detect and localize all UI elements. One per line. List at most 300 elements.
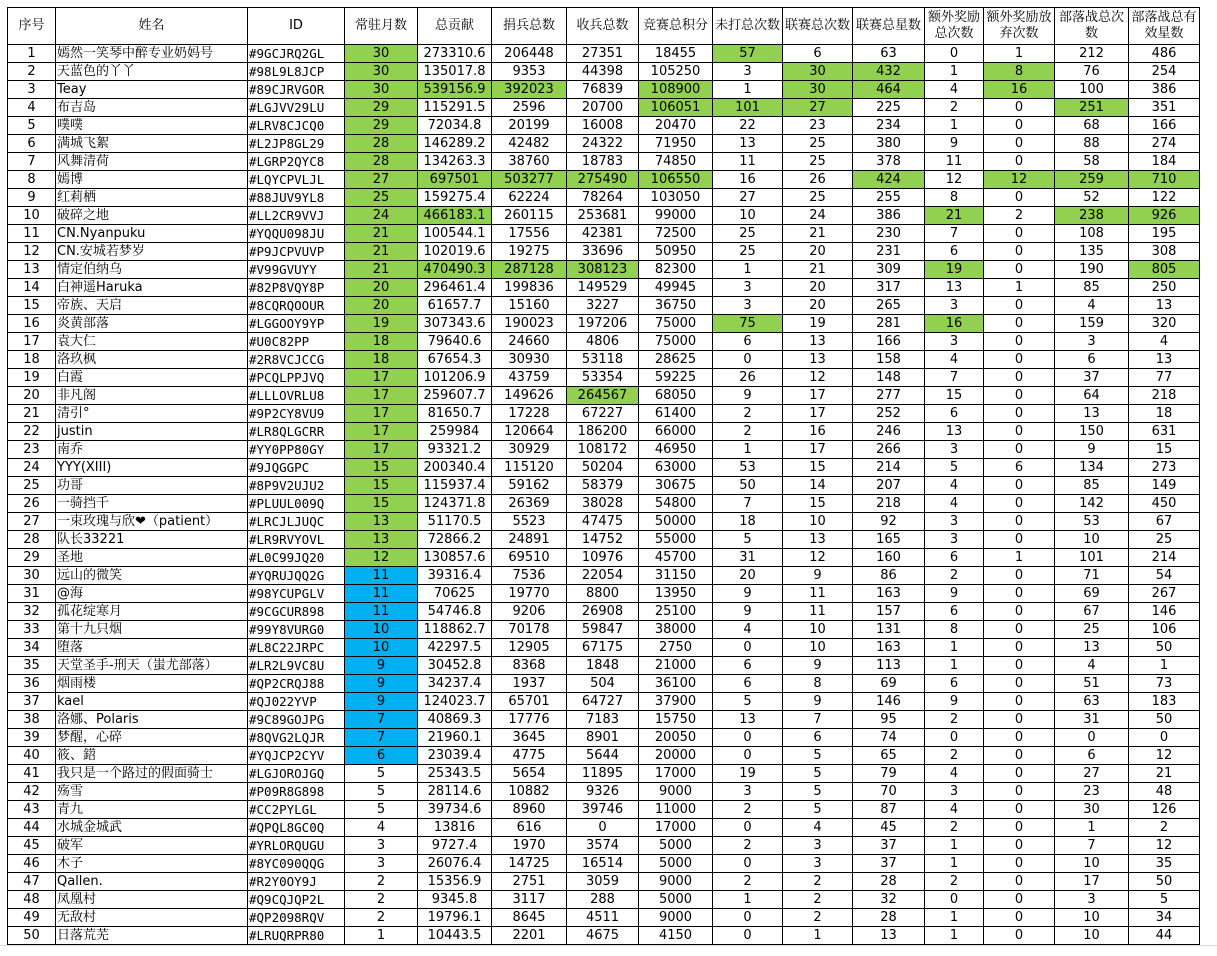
- table-cell[interactable]: 18455: [639, 45, 713, 63]
- table-cell[interactable]: 19: [713, 765, 783, 783]
- table-cell[interactable]: #YY0PP80GY: [248, 441, 345, 459]
- table-cell[interactable]: 21: [925, 207, 984, 225]
- table-cell[interactable]: 19: [345, 315, 418, 333]
- table-cell[interactable]: 148: [853, 369, 925, 387]
- table-cell[interactable]: 7536: [492, 567, 567, 585]
- column-header[interactable]: ID: [248, 8, 345, 45]
- table-cell[interactable]: 9: [1055, 441, 1129, 459]
- table-cell[interactable]: 7: [8, 153, 56, 171]
- table-cell[interactable]: 噗噗: [56, 117, 248, 135]
- table-cell[interactable]: 4: [925, 495, 984, 513]
- table-cell[interactable]: 351: [1129, 99, 1200, 117]
- table-cell[interactable]: 19770: [492, 585, 567, 603]
- table-cell[interactable]: 142: [1055, 495, 1129, 513]
- table-cell[interactable]: 27: [783, 99, 853, 117]
- table-cell[interactable]: 11: [783, 603, 853, 621]
- table-cell[interactable]: 2: [345, 873, 418, 891]
- table-cell[interactable]: 10: [345, 621, 418, 639]
- table-cell[interactable]: 20199: [492, 117, 567, 135]
- table-cell[interactable]: 48: [1129, 783, 1200, 801]
- table-cell[interactable]: 9353: [492, 63, 567, 81]
- table-cell[interactable]: 21: [783, 225, 853, 243]
- table-cell[interactable]: 0: [984, 333, 1055, 351]
- table-cell[interactable]: 15: [783, 459, 853, 477]
- table-cell[interactable]: 149626: [492, 387, 567, 405]
- table-cell[interactable]: 10: [783, 513, 853, 531]
- table-cell[interactable]: 9: [713, 603, 783, 621]
- table-cell[interactable]: #U0C82PP: [248, 333, 345, 351]
- table-cell[interactable]: 殇雪: [56, 783, 248, 801]
- table-cell[interactable]: 55000: [639, 531, 713, 549]
- column-header[interactable]: 序号: [8, 8, 56, 45]
- table-cell[interactable]: #8P9V2UJU2: [248, 477, 345, 495]
- table-cell[interactable]: 15: [345, 477, 418, 495]
- table-cell[interactable]: 54746.8: [418, 603, 492, 621]
- table-cell[interactable]: 7183: [567, 711, 639, 729]
- table-cell[interactable]: 150: [1055, 423, 1129, 441]
- table-cell[interactable]: 3: [925, 531, 984, 549]
- table-cell[interactable]: 53118: [567, 351, 639, 369]
- table-cell[interactable]: 0: [713, 927, 783, 945]
- table-cell[interactable]: 11: [713, 153, 783, 171]
- table-cell[interactable]: 503277: [492, 171, 567, 189]
- table-cell[interactable]: 0: [925, 45, 984, 63]
- table-cell[interactable]: 22054: [567, 567, 639, 585]
- table-cell[interactable]: 163: [853, 585, 925, 603]
- table-cell[interactable]: 3: [713, 279, 783, 297]
- table-cell[interactable]: 木子: [56, 855, 248, 873]
- table-cell[interactable]: 10: [783, 639, 853, 657]
- table-cell[interactable]: 0: [713, 855, 783, 873]
- table-cell[interactable]: 74850: [639, 153, 713, 171]
- table-cell[interactable]: 0: [984, 801, 1055, 819]
- table-cell[interactable]: 9000: [639, 783, 713, 801]
- table-cell[interactable]: 28: [345, 135, 418, 153]
- table-cell[interactable]: 26369: [492, 495, 567, 513]
- table-cell[interactable]: 108900: [639, 81, 713, 99]
- table-cell[interactable]: #LRV8CJCQ0: [248, 117, 345, 135]
- table-cell[interactable]: #9CGCUR898: [248, 603, 345, 621]
- table-cell[interactable]: 11000: [639, 801, 713, 819]
- table-cell[interactable]: 206448: [492, 45, 567, 63]
- table-cell[interactable]: 3227: [567, 297, 639, 315]
- table-cell[interactable]: 2: [713, 873, 783, 891]
- table-cell[interactable]: 199836: [492, 279, 567, 297]
- table-cell[interactable]: 122: [1129, 189, 1200, 207]
- table-cell[interactable]: 0: [984, 387, 1055, 405]
- table-cell[interactable]: 18: [345, 333, 418, 351]
- table-cell[interactable]: 5: [783, 765, 853, 783]
- table-cell[interactable]: 6: [925, 603, 984, 621]
- table-cell[interactable]: 259607.7: [418, 387, 492, 405]
- table-cell[interactable]: 1937: [492, 675, 567, 693]
- table-cell[interactable]: 218: [853, 495, 925, 513]
- table-cell[interactable]: 74: [853, 729, 925, 747]
- table-cell[interactable]: 25100: [639, 603, 713, 621]
- table-cell[interactable]: 103050: [639, 189, 713, 207]
- table-cell[interactable]: #LL2CR9VVJ: [248, 207, 345, 225]
- table-cell[interactable]: 13: [925, 279, 984, 297]
- table-cell[interactable]: 1: [925, 837, 984, 855]
- table-cell[interactable]: 53: [713, 459, 783, 477]
- table-cell[interactable]: 23: [8, 441, 56, 459]
- table-cell[interactable]: 105250: [639, 63, 713, 81]
- table-cell[interactable]: 28114.6: [418, 783, 492, 801]
- table-cell[interactable]: 135017.8: [418, 63, 492, 81]
- column-header[interactable]: 联赛总星数: [853, 8, 925, 45]
- table-cell[interactable]: 0: [713, 747, 783, 765]
- table-cell[interactable]: 7: [925, 369, 984, 387]
- table-cell[interactable]: 10: [1055, 531, 1129, 549]
- table-cell[interactable]: 5: [713, 531, 783, 549]
- table-cell[interactable]: 0: [984, 621, 1055, 639]
- table-cell[interactable]: 20: [345, 297, 418, 315]
- table-cell[interactable]: 113: [853, 657, 925, 675]
- table-cell[interactable]: 6: [713, 657, 783, 675]
- table-cell[interactable]: 320: [1129, 315, 1200, 333]
- table-cell[interactable]: 134: [1055, 459, 1129, 477]
- table-cell[interactable]: 26: [8, 495, 56, 513]
- table-cell[interactable]: 19: [8, 369, 56, 387]
- table-cell[interactable]: kael: [56, 693, 248, 711]
- table-cell[interactable]: 380: [853, 135, 925, 153]
- table-cell[interactable]: 34237.4: [418, 675, 492, 693]
- table-cell[interactable]: 296461.4: [418, 279, 492, 297]
- table-cell[interactable]: 帝族、天启: [56, 297, 248, 315]
- table-cell[interactable]: 67: [1055, 603, 1129, 621]
- table-cell[interactable]: 51: [1055, 675, 1129, 693]
- table-cell[interactable]: 19: [925, 261, 984, 279]
- table-cell[interactable]: 烟雨楼: [56, 675, 248, 693]
- table-cell[interactable]: 2750: [639, 639, 713, 657]
- table-cell[interactable]: 46950: [639, 441, 713, 459]
- table-cell[interactable]: 259: [1055, 171, 1129, 189]
- table-cell[interactable]: 0: [713, 909, 783, 927]
- table-cell[interactable]: 51170.5: [418, 513, 492, 531]
- table-cell[interactable]: 3: [925, 333, 984, 351]
- table-cell[interactable]: 87: [853, 801, 925, 819]
- table-cell[interactable]: 70625: [418, 585, 492, 603]
- table-cell[interactable]: 0: [713, 819, 783, 837]
- table-cell[interactable]: 70: [853, 783, 925, 801]
- table-cell[interactable]: 67175: [567, 639, 639, 657]
- table-cell[interactable]: 0: [984, 297, 1055, 315]
- table-cell[interactable]: 一束玫瑰与欣❤（patient）: [56, 513, 248, 531]
- table-cell[interactable]: 25: [345, 189, 418, 207]
- table-cell[interactable]: 4: [1055, 657, 1129, 675]
- table-cell[interactable]: 23039.4: [418, 747, 492, 765]
- table-cell[interactable]: 131: [853, 621, 925, 639]
- table-cell[interactable]: 40: [8, 747, 56, 765]
- table-cell[interactable]: 5: [345, 765, 418, 783]
- table-cell[interactable]: 57: [713, 45, 783, 63]
- table-cell[interactable]: Teay: [56, 81, 248, 99]
- table-cell[interactable]: 28625: [639, 351, 713, 369]
- table-cell[interactable]: 0: [925, 729, 984, 747]
- table-cell[interactable]: 50: [1129, 873, 1200, 891]
- table-cell[interactable]: 4: [783, 819, 853, 837]
- table-cell[interactable]: 67654.3: [418, 351, 492, 369]
- table-cell[interactable]: 7: [925, 225, 984, 243]
- table-cell[interactable]: 67227: [567, 405, 639, 423]
- table-cell[interactable]: 25: [783, 153, 853, 171]
- table-cell[interactable]: #Q9CQJQP2L: [248, 891, 345, 909]
- table-cell[interactable]: 3: [713, 783, 783, 801]
- table-cell[interactable]: 风舞清荷: [56, 153, 248, 171]
- table-cell[interactable]: 袁大仁: [56, 333, 248, 351]
- table-cell[interactable]: 2: [345, 909, 418, 927]
- table-cell[interactable]: 58: [1055, 153, 1129, 171]
- table-cell[interactable]: 218: [1129, 387, 1200, 405]
- table-cell[interactable]: 嫣博: [56, 171, 248, 189]
- table-cell[interactable]: 13: [1129, 297, 1200, 315]
- table-cell[interactable]: 101: [1055, 549, 1129, 567]
- table-cell[interactable]: 20000: [639, 747, 713, 765]
- table-cell[interactable]: 130857.6: [418, 549, 492, 567]
- table-cell[interactable]: 4: [925, 765, 984, 783]
- table-cell[interactable]: 13: [925, 423, 984, 441]
- table-cell[interactable]: 11: [925, 153, 984, 171]
- table-cell[interactable]: 5: [783, 747, 853, 765]
- table-cell[interactable]: 25: [783, 135, 853, 153]
- table-cell[interactable]: 5000: [639, 837, 713, 855]
- table-cell[interactable]: 35: [8, 657, 56, 675]
- table-cell[interactable]: 50950: [639, 243, 713, 261]
- table-cell[interactable]: 17: [345, 387, 418, 405]
- table-cell[interactable]: 195: [1129, 225, 1200, 243]
- table-cell[interactable]: 710: [1129, 171, 1200, 189]
- table-cell[interactable]: 106051: [639, 99, 713, 117]
- table-cell[interactable]: 61400: [639, 405, 713, 423]
- table-cell[interactable]: #LRUQRPR80: [248, 927, 345, 945]
- table-cell[interactable]: 4: [925, 351, 984, 369]
- table-cell[interactable]: 0: [984, 819, 1055, 837]
- table-cell[interactable]: 29: [345, 117, 418, 135]
- table-cell[interactable]: 4150: [639, 927, 713, 945]
- table-cell[interactable]: 63000: [639, 459, 713, 477]
- table-cell[interactable]: 我只是一个路过的假面骑士: [56, 765, 248, 783]
- table-cell[interactable]: 42381: [567, 225, 639, 243]
- table-cell[interactable]: 32: [8, 603, 56, 621]
- table-cell[interactable]: 8368: [492, 657, 567, 675]
- table-cell[interactable]: 13: [8, 261, 56, 279]
- table-cell[interactable]: 0: [984, 765, 1055, 783]
- table-cell[interactable]: 9: [345, 693, 418, 711]
- table-cell[interactable]: 1: [984, 549, 1055, 567]
- table-cell[interactable]: 3117: [492, 891, 567, 909]
- table-cell[interactable]: 13: [713, 711, 783, 729]
- table-cell[interactable]: 200340.4: [418, 459, 492, 477]
- table-cell[interactable]: 24322: [567, 135, 639, 153]
- table-cell[interactable]: 17: [345, 405, 418, 423]
- table-cell[interactable]: 20470: [639, 117, 713, 135]
- table-cell[interactable]: 孤花绽寒月: [56, 603, 248, 621]
- table-cell[interactable]: 0: [925, 891, 984, 909]
- table-cell[interactable]: 2: [925, 873, 984, 891]
- table-cell[interactable]: 149: [1129, 477, 1200, 495]
- table-cell[interactable]: 6: [925, 405, 984, 423]
- table-cell[interactable]: 124023.7: [418, 693, 492, 711]
- table-cell[interactable]: 30: [8, 567, 56, 585]
- table-cell[interactable]: 3: [1055, 333, 1129, 351]
- table-cell[interactable]: 77: [1129, 369, 1200, 387]
- table-cell[interactable]: #LLLOVRLU8: [248, 387, 345, 405]
- table-cell[interactable]: #98L9L8JCP: [248, 63, 345, 81]
- table-cell[interactable]: 287128: [492, 261, 567, 279]
- table-cell[interactable]: 0: [984, 315, 1055, 333]
- table-cell[interactable]: 破军: [56, 837, 248, 855]
- table-cell[interactable]: 12: [925, 171, 984, 189]
- table-cell[interactable]: 253681: [567, 207, 639, 225]
- table-cell[interactable]: 21: [8, 405, 56, 423]
- table-cell[interactable]: 61657.7: [418, 297, 492, 315]
- table-cell[interactable]: 102019.6: [418, 243, 492, 261]
- table-cell[interactable]: #8CQRQOOUR: [248, 297, 345, 315]
- table-cell[interactable]: 30675: [639, 477, 713, 495]
- table-cell[interactable]: 275490: [567, 171, 639, 189]
- table-cell[interactable]: 10: [345, 639, 418, 657]
- table-cell[interactable]: 78264: [567, 189, 639, 207]
- table-cell[interactable]: 72866.2: [418, 531, 492, 549]
- table-cell[interactable]: 0: [984, 261, 1055, 279]
- table-cell[interactable]: 5654: [492, 765, 567, 783]
- column-header[interactable]: 联赛总次数: [783, 8, 853, 45]
- table-cell[interactable]: 7: [345, 729, 418, 747]
- table-cell[interactable]: 48: [8, 891, 56, 909]
- table-cell[interactable]: 64: [1055, 387, 1129, 405]
- table-cell[interactable]: 37: [8, 693, 56, 711]
- table-cell[interactable]: 20: [8, 387, 56, 405]
- table-cell[interactable]: 7: [1055, 837, 1129, 855]
- table-cell[interactable]: 21: [345, 261, 418, 279]
- table-cell[interactable]: 1: [713, 891, 783, 909]
- table-cell[interactable]: 8: [925, 621, 984, 639]
- table-cell[interactable]: 17000: [639, 819, 713, 837]
- table-cell[interactable]: 76: [1055, 63, 1129, 81]
- table-cell[interactable]: 17: [8, 333, 56, 351]
- table-cell[interactable]: 6: [925, 549, 984, 567]
- table-cell[interactable]: 39746: [567, 801, 639, 819]
- table-cell[interactable]: 9: [345, 675, 418, 693]
- table-cell[interactable]: 65: [853, 747, 925, 765]
- table-cell[interactable]: 9206: [492, 603, 567, 621]
- table-cell[interactable]: 39734.6: [418, 801, 492, 819]
- table-cell[interactable]: 29: [8, 549, 56, 567]
- table-cell[interactable]: 9: [8, 189, 56, 207]
- table-cell[interactable]: 71: [1055, 567, 1129, 585]
- table-cell[interactable]: 6: [783, 45, 853, 63]
- table-cell[interactable]: 450: [1129, 495, 1200, 513]
- table-cell[interactable]: 6: [345, 747, 418, 765]
- table-cell[interactable]: 108: [1055, 225, 1129, 243]
- table-cell[interactable]: 2751: [492, 873, 567, 891]
- table-cell[interactable]: 197206: [567, 315, 639, 333]
- table-cell[interactable]: 1: [925, 855, 984, 873]
- table-cell[interactable]: 470490.3: [418, 261, 492, 279]
- table-cell[interactable]: 19: [783, 315, 853, 333]
- table-cell[interactable]: 317: [853, 279, 925, 297]
- table-cell[interactable]: 108172: [567, 441, 639, 459]
- table-cell[interactable]: 25: [713, 243, 783, 261]
- table-cell[interactable]: 20: [345, 279, 418, 297]
- table-cell[interactable]: 30452.8: [418, 657, 492, 675]
- table-cell[interactable]: 160: [853, 549, 925, 567]
- column-header[interactable]: 额外奖励总次数: [925, 8, 984, 45]
- table-cell[interactable]: 39316.4: [418, 567, 492, 585]
- table-cell[interactable]: 0: [984, 369, 1055, 387]
- table-cell[interactable]: 2: [783, 873, 853, 891]
- table-cell[interactable]: 31: [1055, 711, 1129, 729]
- table-cell[interactable]: 79640.6: [418, 333, 492, 351]
- table-cell[interactable]: 13: [713, 135, 783, 153]
- table-cell[interactable]: 0: [984, 189, 1055, 207]
- table-cell[interactable]: 50000: [639, 513, 713, 531]
- table-cell[interactable]: 2: [713, 837, 783, 855]
- table-cell[interactable]: 0: [984, 243, 1055, 261]
- table-cell[interactable]: 8: [925, 189, 984, 207]
- table-cell[interactable]: 37: [853, 855, 925, 873]
- table-cell[interactable]: 9: [925, 585, 984, 603]
- table-cell[interactable]: 18: [8, 351, 56, 369]
- table-cell[interactable]: 30: [345, 81, 418, 99]
- table-cell[interactable]: 3: [925, 441, 984, 459]
- table-cell[interactable]: 10: [783, 621, 853, 639]
- table-cell[interactable]: 梦醒，心碎: [56, 729, 248, 747]
- table-cell[interactable]: 11: [8, 225, 56, 243]
- table-cell[interactable]: 0: [984, 693, 1055, 711]
- table-cell[interactable]: 30: [345, 45, 418, 63]
- table-cell[interactable]: #LGGOOY9YP: [248, 315, 345, 333]
- table-cell[interactable]: 1: [1055, 819, 1129, 837]
- table-cell[interactable]: 79: [853, 765, 925, 783]
- table-cell[interactable]: 265: [853, 297, 925, 315]
- table-cell[interactable]: 100: [1055, 81, 1129, 99]
- table-cell[interactable]: 17000: [639, 765, 713, 783]
- table-cell[interactable]: 10: [8, 207, 56, 225]
- table-cell[interactable]: 4806: [567, 333, 639, 351]
- table-cell[interactable]: 50: [1129, 639, 1200, 657]
- table-cell[interactable]: 3: [925, 297, 984, 315]
- table-cell[interactable]: #PCQLPPJVQ: [248, 369, 345, 387]
- table-cell[interactable]: 青九: [56, 801, 248, 819]
- table-cell[interactable]: 184: [1129, 153, 1200, 171]
- table-cell[interactable]: 10: [1055, 927, 1129, 945]
- table-cell[interactable]: 16: [8, 315, 56, 333]
- table-cell[interactable]: 33696: [567, 243, 639, 261]
- table-cell[interactable]: 1: [8, 45, 56, 63]
- table-cell[interactable]: 9326: [567, 783, 639, 801]
- table-cell[interactable]: 72034.8: [418, 117, 492, 135]
- table-cell[interactable]: 54800: [639, 495, 713, 513]
- table-cell[interactable]: 274: [1129, 135, 1200, 153]
- table-cell[interactable]: #8QVG2LQJR: [248, 729, 345, 747]
- table-cell[interactable]: 南乔: [56, 441, 248, 459]
- table-cell[interactable]: 264567: [567, 387, 639, 405]
- table-cell[interactable]: 17776: [492, 711, 567, 729]
- column-header[interactable]: 竞赛总积分: [639, 8, 713, 45]
- table-cell[interactable]: 64727: [567, 693, 639, 711]
- table-cell[interactable]: 6: [925, 243, 984, 261]
- table-cell[interactable]: 250: [1129, 279, 1200, 297]
- table-cell[interactable]: 2: [925, 819, 984, 837]
- table-cell[interactable]: 288: [567, 891, 639, 909]
- table-cell[interactable]: 4675: [567, 927, 639, 945]
- table-cell[interactable]: 59847: [567, 621, 639, 639]
- table-cell[interactable]: 34: [8, 639, 56, 657]
- table-cell[interactable]: 日落荒芜: [56, 927, 248, 945]
- table-cell[interactable]: 23: [1055, 783, 1129, 801]
- table-cell[interactable]: 25: [783, 189, 853, 207]
